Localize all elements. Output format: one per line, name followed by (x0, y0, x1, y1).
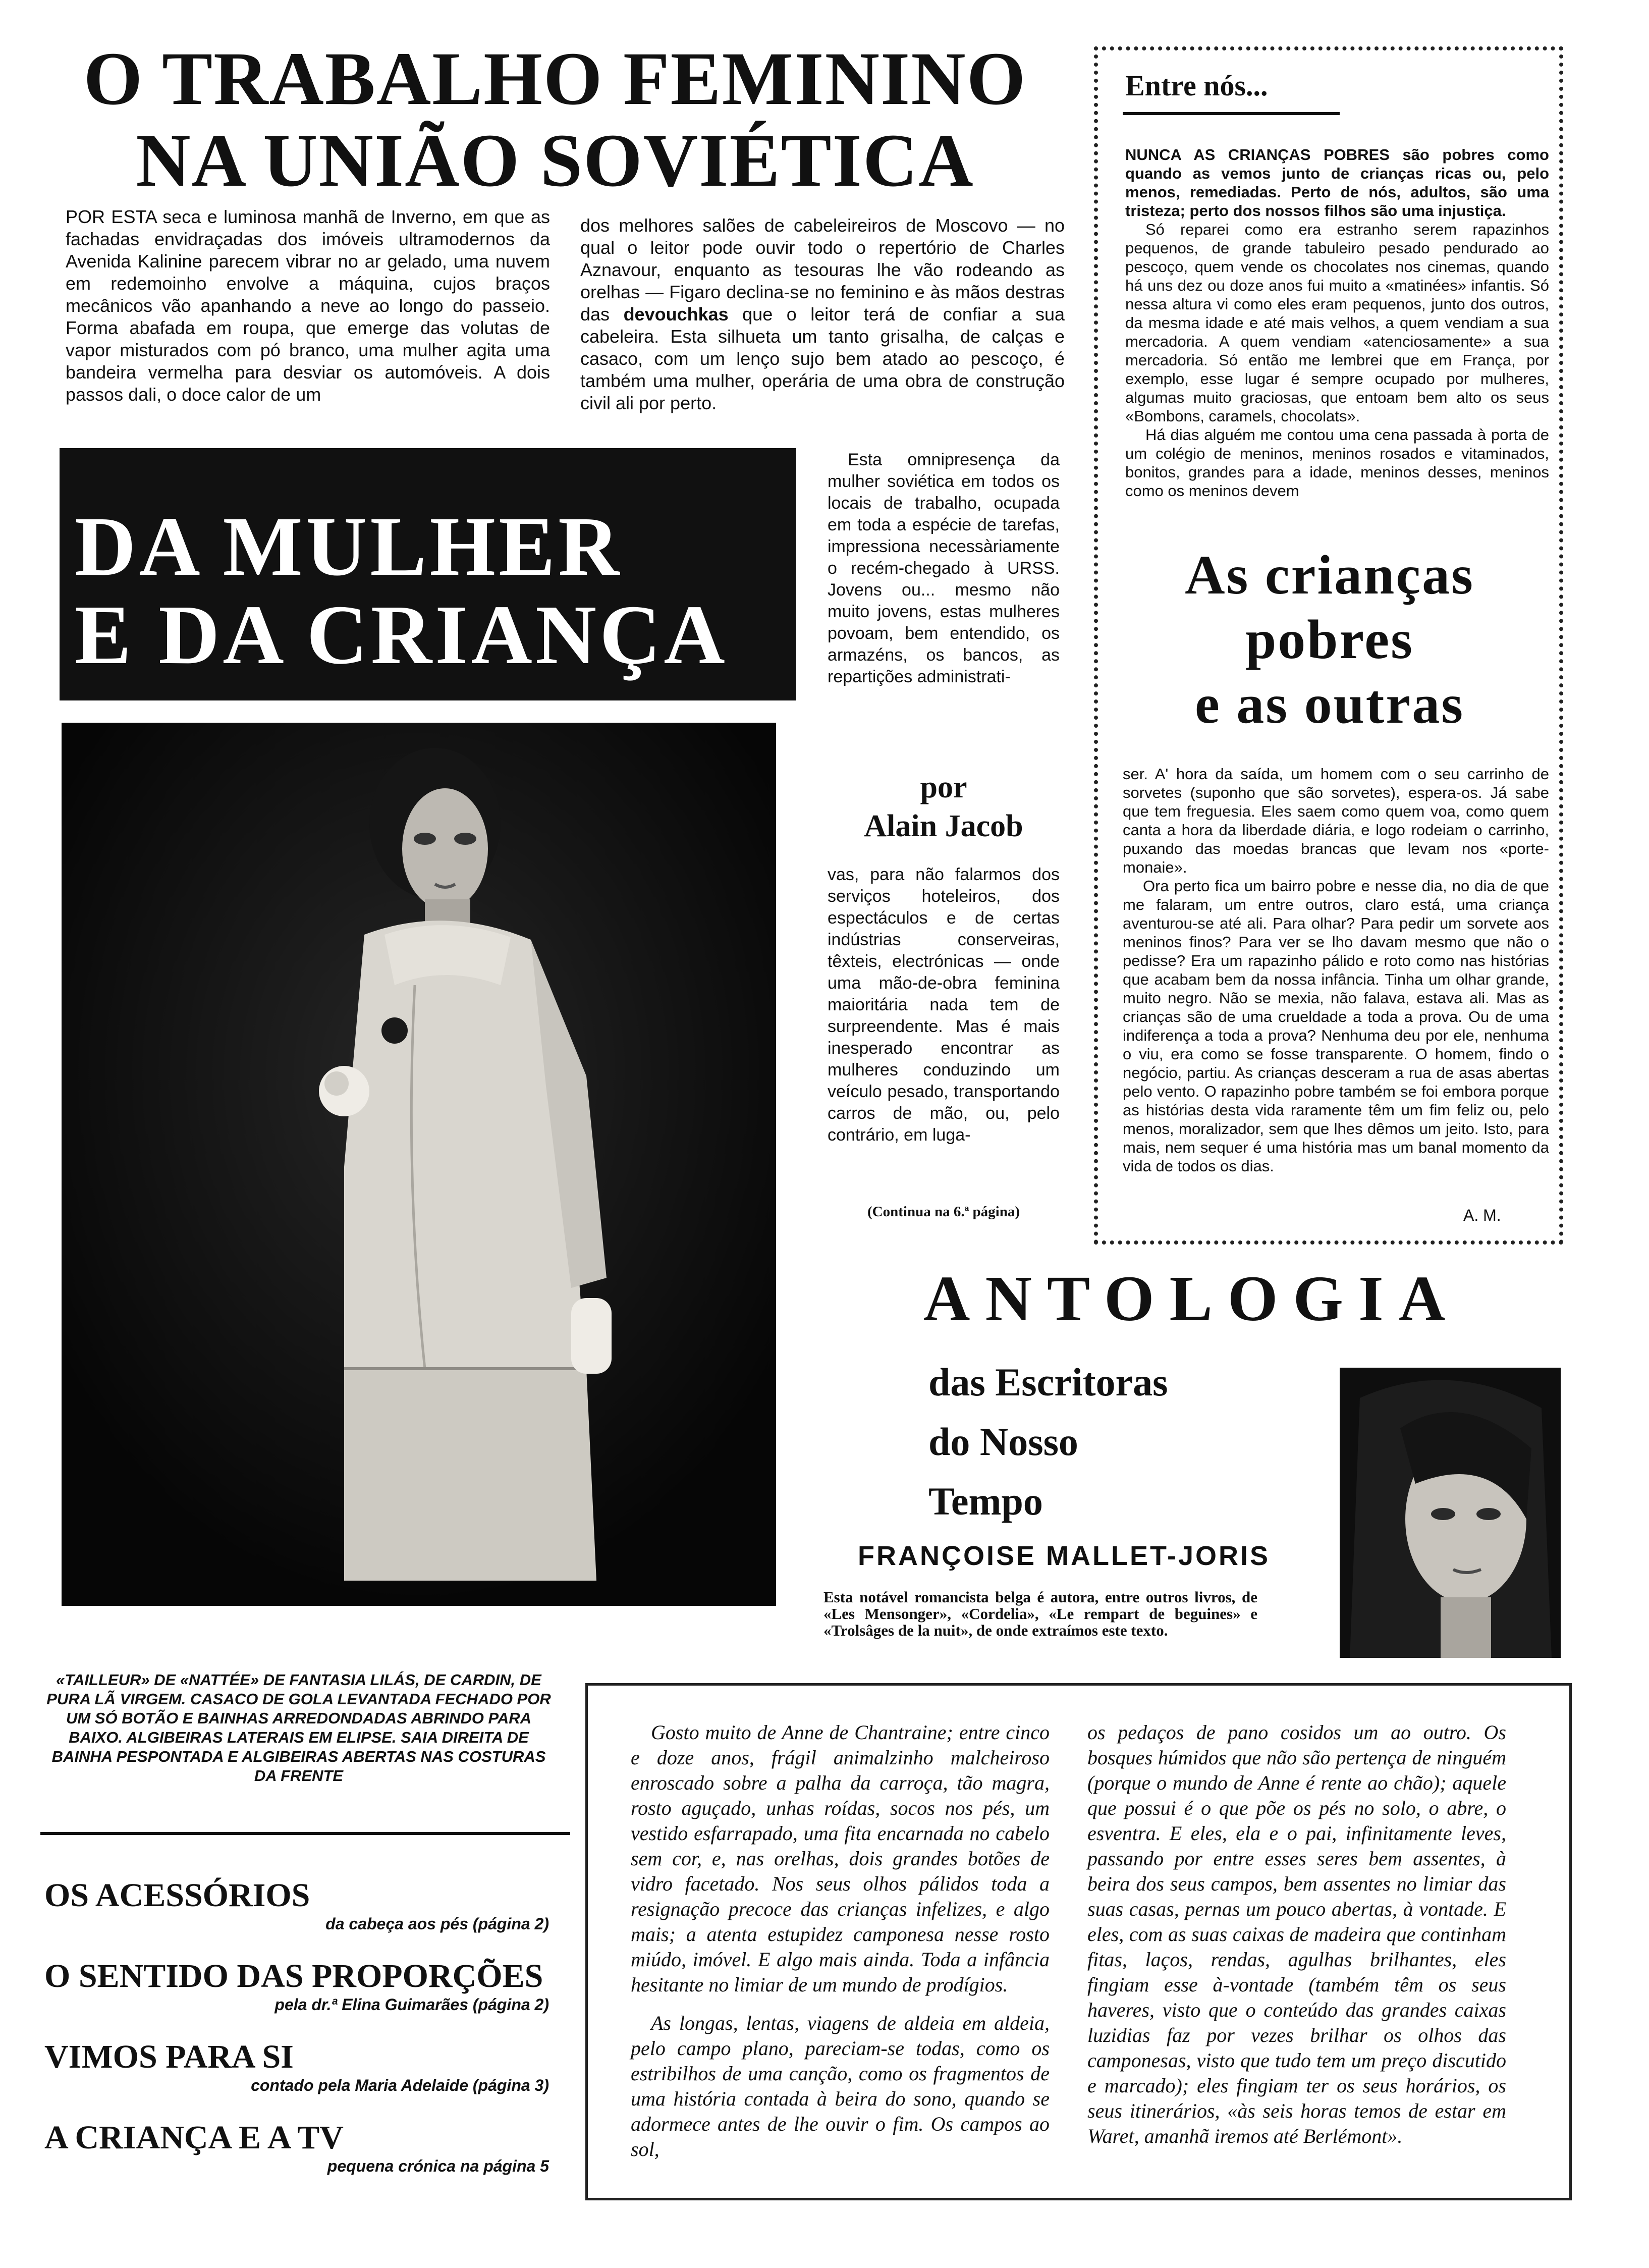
banner-line-1: DA MULHER (75, 500, 623, 593)
bold-word: devouchkas (623, 304, 729, 325)
section-banner (60, 448, 796, 700)
sidebar-p5: Ora perto fica um bairro pobre e nesse dia, no dia de que me falaram, um entre outros, claro está, uma criança aventurou-se até ali. Para olhar? Para pedir um sorvete aos meninos finos? Para ver se lho davam mesmo que não o pedisse? Era um rapazinho pálido e roto como nas histórias que acabam bem da nossa infância. Tinha um olhar grande, muito negro. Não se mexia, não falava, estava ali. Mas as crianças são de uma crueldade a toda a prova. Ou de uma indiferença a toda a prova? Nenhuma deu por ele, nenhuma o viu, era como se fosse transparente. O homem, findo o negócio, partiu. As crianças desceram a rua de asas abertas pelo vento. O rapazinho pobre também se foi embora porque as histórias desta vida raramente têm um fim feliz ou, pelo menos, moralizador, sem que lhes dêmos um jeito. Isto, para mais, nem sequer é uma história mas um banal momento da vida de todos os dias. (1123, 877, 1549, 1175)
sidebar-p3: Há dias alguém me contou uma cena passada à porta de um colégio de meninos, meninos rosados e vitaminados, bonitos, grandes para a idade, meninos desses, meninos como os meninos devem (1125, 426, 1549, 500)
article-col3-top-text: Esta omnipresença da mulher soviética em todos os locais de trabalho, ocupada em toda a espécie de tarefas, impressiona necessàriamente o recém-chegado à URSS. Jovens ou... mesmo não muito jovens, estas mulheres povoam, bem entendido, os armazéns, os bancos, as repartições administrati- (828, 450, 1060, 686)
banner-line-2: E DA CRIANÇA (75, 588, 728, 682)
contents-rule (40, 1832, 570, 1835)
anthology-intro: Esta notável romancista belga é autora, entre outros livros, de «Les Mensonger», «Cordelia», «Le rempart de beguines» e «Trolsâges de la nuit», de onde extraímos este texto. (823, 1588, 1257, 1639)
photo-caption: «TAILLEUR» DE «NATTÉE» DE FANTASIA LILÁS, DE CARDIN, DE PURA LÃ VIRGEM. CASACO DE GOLA LEVANTADA FECHADO POR UM SÓ BOTÃO E BAINHAS ARREDONDADAS ABRINDO PARA BAIXO. ALGIBEIRAS LATERAIS EM ELIPSE. SAIA DIREITA DE BAINHA PESPONTADA E ALGIBEIRAS ABERTAS NAS COSTURAS DA FRENTE (46, 1671, 551, 1785)
contents-item-sub: pequena crónica na página 5 (327, 2157, 549, 2175)
excerpt-col1-p1: Gosto muito de Anne de Chantraine; entre cinco e doze anos, frágil animalzinho malcheiroso enroscado sobre a palha da carroça, tão magra, rosto aguçado, unhas roídas, socos nos pés, um vestido esfarrapado, uma fita encarnada no cabelo sem cor, e, nas orelhas, dois grandes botões de vidro facetado. Nos seus olhos pálidos toda a resignação precoce das crianças infelizes, e algo mais; a atenta estupidez camponesa nesse rosto miúdo, imóvel. E algo mais ainda. Toda a infância hesitante no limiar de um mundo de prodígios. (631, 1721, 1050, 1996)
sidebar-p4: ser. A' hora da saída, um homem com o seu carrinho de sorvetes (suponho que são sorvetes), espera-os. Já sabe que tem freguesia. Eles saem como quem voa, como quem canta a hora da liberdade diária, e logo rodeiam o carrinho, puxando das moedas brancas que levam nos «porte-monaie». (1123, 765, 1549, 876)
fashion-figure-image (62, 723, 776, 1606)
article-col2-text: dos melhores salões de cabeleireiros de Moscovo — no qual o leitor pode ouvir todo o repertório de Charles Aznavour, enquanto as tesouras lhe vão rodeando as orelhas — Figaro declina-se no feminino e às mãos destras das devouchkas que o leitor terá de confiar a sua cabeleira. Esta silhueta um tanto grisalha, de calças e casaco, com um lenço sujo bem atado ao pescoço, é também uma mulher, operária de uma obra de construção civil ali por perto. (580, 215, 1065, 413)
byline-por: por (920, 770, 967, 804)
article-column-2 (580, 214, 1065, 414)
contents-item-sub: contado pela Maria Adelaide (página 3) (251, 2076, 549, 2094)
article-column-3-top (828, 449, 1060, 688)
contents-item-label: O SENTIDO DAS PROPORÇÕES (44, 1958, 543, 1994)
sidebar-signature: A. M. (1463, 1206, 1501, 1224)
article-column-3-bottom (828, 864, 1060, 1146)
headline-line-2: NA UNIÃO SOVIÉTICA (136, 119, 974, 202)
anthology-author: FRANÇOISE MALLET-JORIS (858, 1541, 1271, 1571)
excerpt-column-2 (1087, 1720, 1506, 2149)
contents-item-sub: pela dr.ª Elina Guimarães (página 2) (274, 1995, 549, 2014)
author-portrait (1340, 1368, 1561, 1658)
contents-list (44, 1877, 549, 2200)
byline-author: Alain Jacob (864, 809, 1023, 843)
sidebar-headline-line-3: e as outras (1194, 673, 1465, 735)
excerpt-col2-text: os pedaços de pano cosidos um ao outro. Os bosques húmidos que não são pertença de ninguém (porque o mundo de Anne é rente ao chão); aquele que possui é o que põe os pés no solo, o abre, o esventra. E eles, ela e o pai, infinitamente leves, passando por entre esses seres bem assentes, à beira dos seus campos, bem assentes no limiar das suas casas, pernas um pouco abertas, à vontade. E eles, com as suas caixas de madeira que continham fitas, laços, rendas, agulhas brilhantes, eles fingiam esse à-vontade (também têm os seus haveres, visto que o conteúdo das grandes caixas luzidias faz por vezes brilhar os olhos das camponesas, visto que tudo tem um preço discutido e marcado); eles fingiam ter os seus horários, os seus itinerários, «às seis horas temos de estar em Waret, amanhã iremos até Berlémont». (1087, 1721, 1506, 2147)
sidebar-p2: Só reparei como era estranho serem rapazinhos pequenos, de grande tabuleiro pesado pendurado ao pescoço, quem vende os chocolates nos cinemas, quando há uns dez ou doze anos fui muito a «matinées» infantis. Só nessa altura vi como eles eram pequenos, junto dos outros, da mesma idade e até mais velhos, a quem vendiam a sua mercadoria. A quem vendiam «atenciosamente» a sua mercadoria. Só então me lembrei que em França, por exemplo, esse lugar é sempre ocupado por mulheres, algumas muito graciosas, que entoam bem alto os seus «Bombons, caramels, chocolats». (1125, 221, 1549, 425)
anthology-subtitle-line-2: do Nosso (928, 1420, 1078, 1464)
headline-line-1: O TRABALHO FEMININO (83, 37, 1027, 121)
sidebar-title: Entre nós... (1125, 69, 1268, 102)
sidebar-headline-line-2: pobres (1245, 609, 1414, 670)
fashion-photo (62, 723, 776, 1606)
sidebar-headline (1110, 543, 1549, 736)
contents-item-vimos-para-si[interactable] (44, 2039, 549, 2120)
sidebar-text-bottom (1123, 765, 1549, 1175)
sidebar-headline-line-1: As crianças (1185, 544, 1474, 606)
sidebar-p1: NUNCA AS CRIANÇAS POBRES são pobres como quando as vemos junto de crianças ricas ou, pelo menos, remediadas. Perto de nós, adultos, são uma tristeza; perto dos nossos filhos são uma injustiça. (1125, 146, 1549, 220)
contents-item-label: A CRIANÇA E A TV (44, 2119, 344, 2156)
article-column-1 (66, 206, 550, 406)
main-headline (40, 38, 1070, 201)
contents-item-label: VIMOS PARA SI (44, 2038, 294, 2075)
contents-item-sub: da cabeça aos pés (página 2) (325, 1915, 549, 1933)
author-portrait-image (1340, 1368, 1561, 1658)
contents-item-proporcoes[interactable] (44, 1958, 549, 2039)
sidebar-text-top (1125, 145, 1549, 500)
article-col3-bottom-text: vas, para não falarmos dos serviços hoteleiros, dos espectáculos e de certas indústrias conserveiras, têxteis, electrónicas — onde uma mão-de-obra feminina maioritária nada tem de surpreendente. Mas é mais inesperado encontrar as mulheres conduzindo um veículo pesado, transportando carros de mão, ou, pelo contrário, em luga- (828, 865, 1060, 1145)
sidebar-title-rule (1123, 112, 1340, 115)
contents-item-label: OS ACESSÓRIOS (44, 1877, 310, 1914)
byline (828, 768, 1060, 846)
excerpt-column-1 (631, 1720, 1050, 2162)
anthology-subtitle-line-1: das Escritoras (928, 1360, 1168, 1404)
contents-item-acessorios[interactable] (44, 1877, 549, 1958)
excerpt-col1-p2: As longas, lentas, viagens de aldeia em aldeia, pelo campo plano, pareciam-se todas, como os estribilhos de uma canção, como os fragmentos de uma história contada à beira do sono, quando se adormece antes de lhe ouvir o fim. Os campos ao sol, (631, 2012, 1050, 2161)
anthology-title: ANTOLOGIA (923, 1263, 1461, 1334)
anthology-subtitle (928, 1353, 1168, 1531)
article-col1-text: POR ESTA seca e luminosa manhã de Inverno, em que as fachadas envidraçadas dos imóveis ultramodernos da Avenida Kalinine parecem vibrar no ar gelado, uma nuvem em redemoinho envolve a máquina, cujos braços mecânicos vão apanhando a neve ao longo do passeio. Forma abafada em roupa, que emerge das volutas de vapor misturados com pó branco, uma mulher agita uma bandeira vermelha para desviar os automóveis. A dois passos dali, o doce calor de um (66, 206, 550, 405)
continued-note: (Continua na 6.ª página) (867, 1204, 1020, 1220)
contents-item-crianca-tv[interactable] (44, 2120, 549, 2200)
anthology-subtitle-line-3: Tempo (928, 1479, 1043, 1523)
